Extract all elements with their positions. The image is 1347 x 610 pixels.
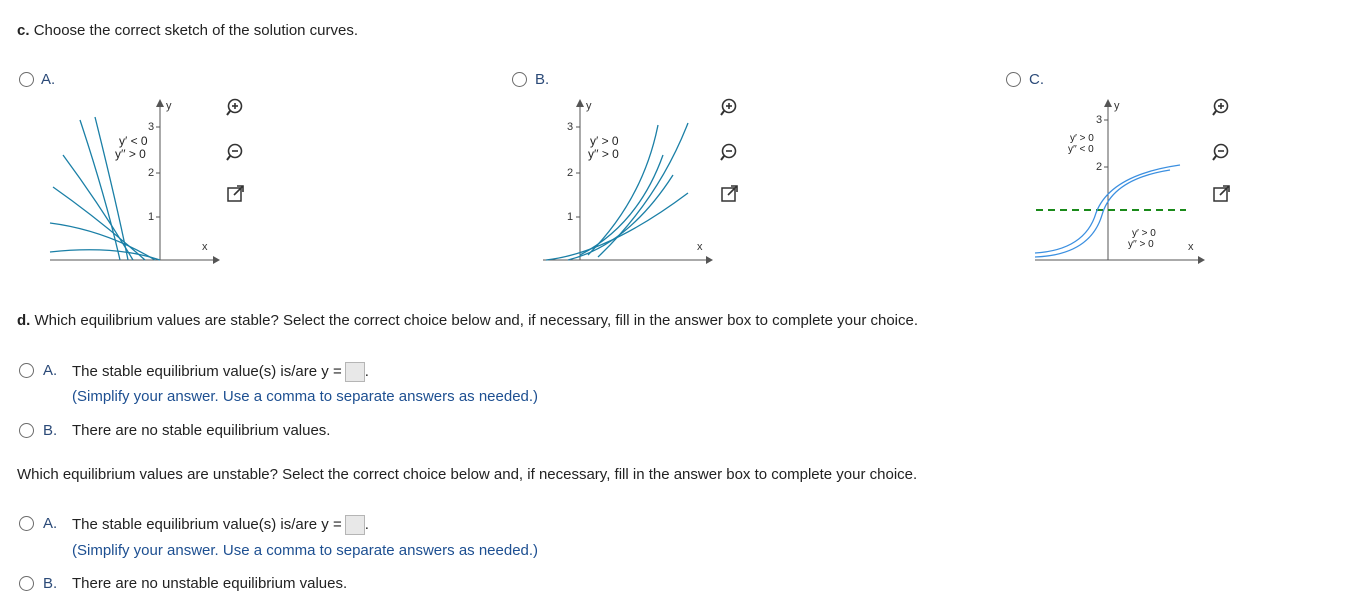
stable-choice-a-radio[interactable] xyxy=(19,363,34,378)
region-label: y′′ > 0 xyxy=(588,147,619,161)
unstable-choice-a-letter: A. xyxy=(43,515,58,532)
y-axis-label: y xyxy=(586,100,592,112)
tick-label: 3 xyxy=(1096,114,1103,126)
unstable-answer-box[interactable] xyxy=(345,515,365,535)
tick-label: 3 xyxy=(567,121,574,133)
unstable-choice-a-radio[interactable] xyxy=(19,516,34,531)
part-c-prompt: c. Choose the correct sketch of the solution curves. xyxy=(17,22,359,39)
zoom-out-icon[interactable] xyxy=(720,142,740,162)
stable-hint: (Simplify your answer. Use a comma to separate answers as needed.) xyxy=(72,388,539,405)
x-axis-label: x xyxy=(1188,241,1194,253)
tick-label: 2 xyxy=(148,167,155,179)
region-label: y′ < 0 xyxy=(119,134,148,148)
unstable-choice-b-letter: B. xyxy=(43,575,58,592)
stable-choice-a-letter: A. xyxy=(43,362,58,379)
unstable-choice-b-radio[interactable] xyxy=(19,576,34,591)
tick-label: 3 xyxy=(148,121,155,133)
tick-label: 2 xyxy=(1096,161,1103,173)
zoom-in-icon[interactable] xyxy=(720,97,740,117)
stable-choice-b-radio[interactable] xyxy=(19,423,34,438)
x-axis-label: x xyxy=(202,241,208,253)
unstable-choice-b-text: There are no unstable equilibrium values. xyxy=(72,575,348,592)
region-label: y′ > 0 xyxy=(590,134,619,148)
part-d-prompt: d. Which equilibrium values are stable? Select the correct choice below and, if necessary, fill in the answer box to complete your choice. xyxy=(17,312,919,329)
option-b-letter: B. xyxy=(535,71,550,88)
tick-label: 2 xyxy=(567,167,574,179)
region-label: y′ > 0 xyxy=(1132,228,1156,239)
tick-label: 1 xyxy=(567,211,574,223)
y-axis-label: y xyxy=(1114,100,1120,112)
zoom-in-icon[interactable] xyxy=(226,97,246,117)
stable-choice-b-letter: B. xyxy=(43,422,58,439)
stable-choice-a-text: The stable equilibrium value(s) is/are y = . xyxy=(72,362,369,382)
graph-b xyxy=(538,95,718,270)
stable-answer-box[interactable] xyxy=(345,362,365,382)
solution-curve xyxy=(63,155,133,260)
solution-curve xyxy=(53,187,145,260)
expand-icon[interactable] xyxy=(720,184,740,204)
tick-label: 1 xyxy=(148,211,155,223)
option-c-radio[interactable] xyxy=(1006,72,1021,87)
y-axis-label: y xyxy=(166,100,172,112)
option-c-letter: C. xyxy=(1029,71,1044,88)
region-label: y′ > 0 xyxy=(1070,133,1094,144)
option-a-letter: A. xyxy=(41,71,56,88)
zoom-out-icon[interactable] xyxy=(1212,142,1232,162)
y-axis-arrow xyxy=(156,99,164,107)
x-axis-arrow xyxy=(213,256,220,264)
region-label: y′′ > 0 xyxy=(115,147,146,161)
region-label: y′′ < 0 xyxy=(1068,144,1094,155)
unstable-hint: (Simplify your answer. Use a comma to separate answers as needed.) xyxy=(72,542,539,559)
zoom-out-icon[interactable] xyxy=(226,142,246,162)
graph-c xyxy=(1030,95,1210,270)
solution-curve xyxy=(546,193,688,260)
solution-curve xyxy=(568,175,673,260)
option-a-radio[interactable] xyxy=(19,72,34,87)
part-e-prompt: Which equilibrium values are unstable? Select the correct choice below and, if necessary, fill in the answer box to complete your choice. xyxy=(17,466,918,483)
unstable-choice-a-text: The stable equilibrium value(s) is/are y = . xyxy=(72,515,369,535)
region-label: y′′ > 0 xyxy=(1128,239,1154,250)
option-b-radio[interactable] xyxy=(512,72,527,87)
zoom-in-icon[interactable] xyxy=(1212,97,1232,117)
expand-icon[interactable] xyxy=(226,184,246,204)
graph-a xyxy=(45,95,225,270)
stable-choice-b-text: There are no stable equilibrium values. xyxy=(72,422,331,439)
expand-icon[interactable] xyxy=(1212,184,1232,204)
x-axis-label: x xyxy=(697,241,703,253)
